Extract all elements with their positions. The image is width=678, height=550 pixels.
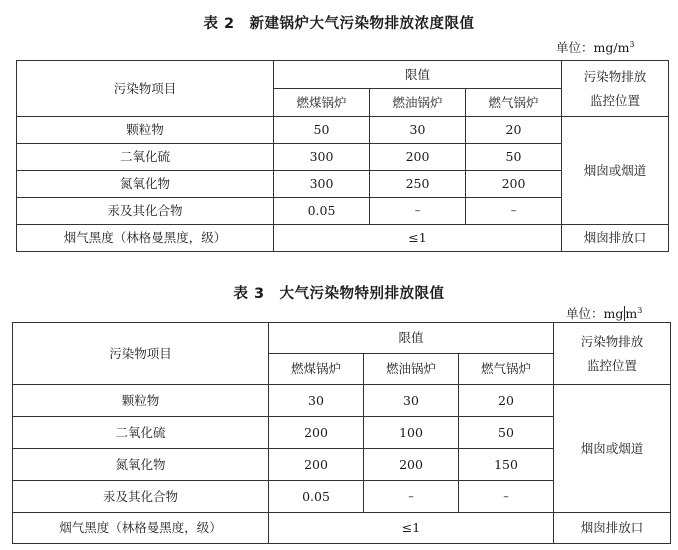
table3-cell-gas: 150 xyxy=(459,449,554,481)
table2-cell-coal: 300 xyxy=(274,144,370,171)
table2 xyxy=(16,60,669,252)
table3-cell-coal: 30 xyxy=(269,385,364,417)
table3-unit: 单位：mg $m^3$ xyxy=(566,305,643,321)
table2-cell-gas: 50 xyxy=(466,144,562,171)
table2-smoke-location: 烟囱排放口 xyxy=(562,225,669,252)
table3-caption: 表 3 大气污染物特别排放限值 xyxy=(233,286,445,302)
table3-row-name: 汞及其化合物 xyxy=(13,481,269,513)
table3-row-name: 二氧化硫 xyxy=(13,417,269,449)
table3-cell-coal: 200 xyxy=(269,417,364,449)
table3-cell-gas: 50 xyxy=(459,417,554,449)
table3-header-oil: 燃油锅炉 xyxy=(364,354,459,385)
table3-cell-oil: 100 xyxy=(364,417,459,449)
table2-row-name: 颗粒物 xyxy=(17,117,274,144)
table2-header-limit: 限值 xyxy=(274,61,562,89)
table2-header-oil: 燃油锅炉 xyxy=(370,89,466,117)
table2-cell-oil: 200 xyxy=(370,144,466,171)
table3-smoke-value: ≤1 xyxy=(269,513,554,544)
table3-header-location: 污染物排放监控位置 xyxy=(554,323,671,385)
table2-cell-oil: 30 xyxy=(370,117,466,144)
table2-cell-gas: – xyxy=(466,198,562,225)
table2-unit: 单位：$mg/m^3$ xyxy=(556,39,635,55)
table3-smoke-name: 烟气黑度（林格曼黑度，级） xyxy=(13,513,269,544)
table2-cell-oil: 250 xyxy=(370,171,466,198)
table2-caption: 表 2 新建锅炉大气污染物排放浓度限值 xyxy=(203,16,475,32)
table3-cell-oil: 200 xyxy=(364,449,459,481)
table3 xyxy=(12,322,671,544)
table2-header-location: 污染物排放监控位置 xyxy=(562,61,669,117)
table3-cell-gas: 20 xyxy=(459,385,554,417)
table2-location-main: 烟囱或烟道 xyxy=(562,117,669,225)
table3-cell-oil: 30 xyxy=(364,385,459,417)
table2-row-name: 二氧化硫 xyxy=(17,144,274,171)
table2-cell-oil: – xyxy=(370,198,466,225)
table3-row-name: 颗粒物 xyxy=(13,385,269,417)
table2-header-coal: 燃煤锅炉 xyxy=(274,89,370,117)
table3-row-name: 氮氧化物 xyxy=(13,449,269,481)
table2-cell-coal: 50 xyxy=(274,117,370,144)
table3-location-main: 烟囱或烟道 xyxy=(554,385,671,513)
table2-cell-coal: 0.05 xyxy=(274,198,370,225)
table2-cell-gas: 200 xyxy=(466,171,562,198)
table2-header-gas: 燃气锅炉 xyxy=(466,89,562,117)
table2-row-name: 汞及其化合物 xyxy=(17,198,274,225)
table2-row-name: 氮氧化物 xyxy=(17,171,274,198)
table3-cell-coal: 200 xyxy=(269,449,364,481)
table3-cell-gas: – xyxy=(459,481,554,513)
table2-header-item: 污染物项目 xyxy=(17,61,274,117)
table2-smoke-name: 烟气黑度（林格曼黑度，级） xyxy=(17,225,274,252)
table3-header-coal: 燃煤锅炉 xyxy=(269,354,364,385)
table3-header-gas: 燃气锅炉 xyxy=(459,354,554,385)
table3-header-item: 污染物项目 xyxy=(13,323,269,385)
table2-smoke-value: ≤1 xyxy=(274,225,562,252)
table3-header-limit: 限值 xyxy=(269,323,554,354)
table3-cell-oil: – xyxy=(364,481,459,513)
table3-cell-coal: 0.05 xyxy=(269,481,364,513)
table3-smoke-location: 烟囱排放口 xyxy=(554,513,671,544)
table2-cell-gas: 20 xyxy=(466,117,562,144)
table2-cell-coal: 300 xyxy=(274,171,370,198)
